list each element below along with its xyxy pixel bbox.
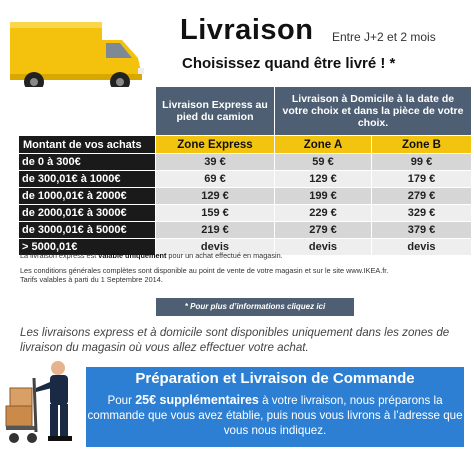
delivery-person-icon [2, 358, 86, 448]
page-subtitle: Choisissez quand être livré ! * [182, 55, 396, 72]
delivery-delay: Entre J+2 et 2 mois [332, 30, 436, 44]
range-cell: de 1000,01€ à 2000€ [19, 188, 156, 205]
pricing-table [18, 86, 472, 256]
price-express: 219 € [156, 222, 275, 239]
table-row [19, 205, 472, 222]
price-zone-a: 59 € [275, 154, 372, 171]
zone-a-header: Zone A [275, 136, 372, 154]
range-cell: de 0 à 300€ [19, 154, 156, 171]
price-express: 159 € [156, 205, 275, 222]
range-cell: de 2000,01€ à 3000€ [19, 205, 156, 222]
table-header-row [19, 87, 472, 136]
home-delivery-header: Livraison à Domicile à la date de votre choix et dans la pièce de votre choix. [275, 87, 472, 136]
price-zone-b: 279 € [372, 188, 472, 205]
price-zone-b: devis [372, 239, 472, 256]
table-row [19, 222, 472, 239]
price-zone-b: 329 € [372, 205, 472, 222]
table-row [19, 154, 472, 171]
amount-header: Montant de vos achats [19, 136, 156, 154]
prep-title: Préparation et Livraison de Commande [86, 367, 464, 391]
price-zone-b: 179 € [372, 171, 472, 188]
express-note: La livraison express est valable uniquement pour un achat effectué en magasin. [20, 251, 283, 260]
page-title: Livraison [180, 14, 314, 46]
price-zone-b: 379 € [372, 222, 472, 239]
delivery-truck-icon [4, 18, 150, 96]
zone-header-row [19, 136, 472, 154]
more-info-link[interactable]: * Pour plus d’informations cliquez ici [156, 298, 354, 316]
price-zone-a: 129 € [275, 171, 372, 188]
table-row [19, 188, 472, 205]
table-row [19, 171, 472, 188]
terms-note: Les conditions générales complètes sont disponible au point de vente de votre magasin et sur le site www.IKEA.fr. Tarifs valables à parti du 1 Septembre 2014. [20, 266, 389, 284]
prep-description: Pour 25€ supplémentaires à votre livraison, nous préparons la commande que vous avez établie, puis nous vous livrons à l’adresse que vous nous indiquez. [86, 391, 464, 447]
range-cell: de 3000,01€ à 5000€ [19, 222, 156, 239]
zone-b-header: Zone B [372, 136, 472, 154]
price-zone-a: 279 € [275, 222, 372, 239]
price-express: 69 € [156, 171, 275, 188]
express-header: Livraison Express au pied du camion [156, 87, 275, 136]
zones-message: Les livraisons express et à domicile sont disponibles uniquement dans les zones de livraison du magasin où vous allez effectuer votre achat. [20, 326, 450, 354]
price-zone-a: 229 € [275, 205, 372, 222]
price-express: 39 € [156, 154, 275, 171]
price-express: devis [156, 239, 275, 256]
range-cell: > 5000,01€ [19, 239, 156, 256]
price-zone-a: 199 € [275, 188, 372, 205]
price-zone-a: devis [275, 239, 372, 256]
price-express: 129 € [156, 188, 275, 205]
price-zone-b: 99 € [372, 154, 472, 171]
zone-express-header: Zone Express [156, 136, 275, 154]
range-cell: de 300,01€ à 1000€ [19, 171, 156, 188]
